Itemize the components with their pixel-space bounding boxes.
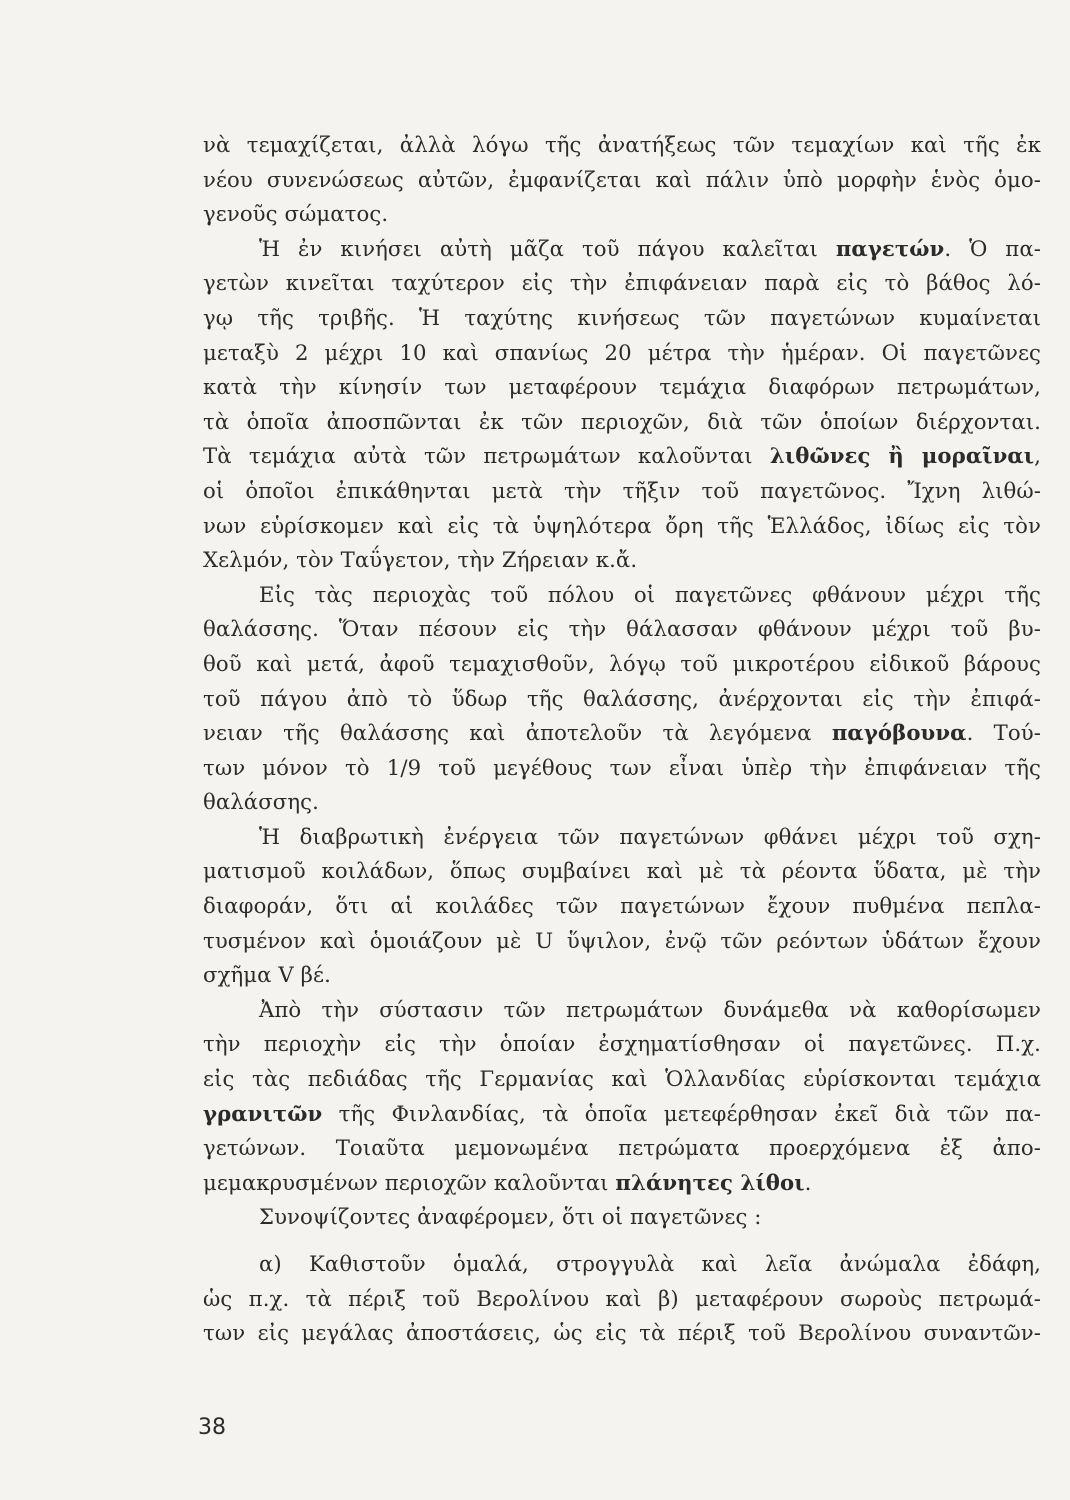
text-segment: των εἰς μεγάλας ἀποστάσεις, ὡς εἰς τὰ πέριξ τοῦ Βερολίνου συναντῶν-: [203, 1320, 1041, 1346]
text-segment: νων εὑρίσκομεν καὶ εἰς τὰ ὑψηλότερα ὄρη τῆς Ἑλλάδος, ἰδίως εἰς τὸν: [203, 512, 1041, 538]
text-segment: α) Καθιστοῦν ὁμαλά, στρογγυλὰ καὶ λεῖα ἀνώμαλα ἐδάφη,: [259, 1251, 1041, 1276]
text-line: [203, 301, 1041, 336]
text-line: [203, 1097, 1041, 1132]
text-segment: θαλάσσης.: [203, 789, 319, 815]
text-line: [203, 1282, 1041, 1317]
text-line: [203, 820, 1041, 855]
bold-term: παγετών: [835, 235, 945, 261]
text-line: [203, 1200, 1041, 1235]
text-segment: γενοῦς σώματος.: [203, 201, 389, 227]
text-segment: τὴν περιοχὴν εἰς τὴν ὁποίαν ἐσχηματίσθησαν οἱ παγετῶνες. Π.χ.: [203, 1031, 1041, 1057]
text-line: [203, 336, 1041, 371]
text-segment: τὰ ὁποῖα ἀποσπῶνται ἐκ τῶν περιοχῶν, διὰ τῶν ὁποίων διέρχονται.: [203, 408, 1041, 434]
text-segment: ματισμοῦ κοιλάδων, ὅπως συμβαίνει καὶ μὲ τὰ ρέοντα ὕδατα, μὲ τὴν: [203, 858, 1041, 884]
text-line: [203, 889, 1041, 924]
text-segment: ὡς π.χ. τὰ πέριξ τοῦ Βερολίνου καὶ β) μεταφέρουν σωροὺς πετρωμά-: [203, 1285, 1041, 1311]
text-segment: κατὰ τὴν κίνησίν των μεταφέρουν τεμάχια διαφόρων πετρωμάτων,: [203, 374, 1041, 400]
text-segment: Χελμόν, τὸν Ταΰγετον, τὴν Ζήρειαν κ.ἄ.: [203, 547, 638, 573]
text-segment: γῳ τῆς τριβῆς. Ἡ ταχύτης κινήσεως τῶν παγετώνων κυμαίνεται: [203, 304, 1041, 330]
text-segment: Ἀπὸ τὴν σύστασιν τῶν πετρωμάτων δυνάμεθα νὰ καθορίσωμεν: [259, 996, 1041, 1022]
text-line: [203, 1166, 1041, 1201]
bold-term: λιθῶνες ἢ μοραῖναι: [769, 443, 1035, 469]
text-segment: γετὼν κινεῖται ταχύτερον εἰς τὴν ἐπιφάνειαν παρὰ εἰς τὸ βάθος λό-: [203, 270, 1041, 296]
text-line: [203, 1247, 1041, 1282]
text-line: [203, 439, 1041, 474]
text-segment: .: [804, 1169, 812, 1195]
text-segment: των μόνον τὸ 1/9 τοῦ μεγέθους των εἶναι ὑπὲρ τὴν ἐπιφάνειαν τῆς: [203, 754, 1041, 780]
text-line: [203, 232, 1041, 267]
text-line: [203, 854, 1041, 889]
text-segment: θαλάσσης. Ὅταν πέσουν εἰς τὴν θάλασσαν φθάνουν μέχρι τοῦ βυ-: [203, 616, 1041, 642]
text-line: [203, 509, 1041, 544]
text-segment: Τὰ τεμάχια αὐτὰ τῶν πετρωμάτων καλοῦνται: [203, 443, 770, 469]
text-segment: μεταξὺ 2 μέχρι 10 καὶ σπανίως 20 μέτρα τὴν ἡμέραν. Οἱ παγετῶνες: [203, 339, 1041, 365]
text-segment: . Ὁ πα-: [944, 235, 1041, 261]
text-line: [203, 197, 1041, 232]
text-segment: νὰ τεμαχίζεται, ἀλλὰ λόγω τῆς ἀνατήξεως τῶν τεμαχίων καὶ τῆς ἐκ: [203, 132, 1041, 157]
text-line: [203, 405, 1041, 440]
page-body: [203, 128, 1041, 1351]
text-segment: θοῦ καὶ μετά, ἀφοῦ τεμαχισθοῦν, λόγῳ τοῦ μικροτέρου εἰδικοῦ βάρους: [203, 650, 1041, 676]
text-line: [203, 1027, 1041, 1062]
bold-term: παγόβουνα: [831, 720, 967, 746]
text-segment: τοῦ πάγου ἀπὸ τὸ ὕδωρ τῆς θαλάσσης, ἀνέρχονται εἰς τὴν ἐπιφά-: [203, 685, 1041, 711]
text-line: [203, 1316, 1041, 1351]
paragraph-gap: [203, 1235, 1041, 1247]
text-segment: Ἡ ἐν κινήσει αὐτὴ μᾶζα τοῦ πάγου καλεῖται: [259, 235, 836, 261]
text-segment: εἰς τὰς πεδιάδας τῆς Γερμανίας καὶ Ὁλλανδίας εὑρίσκονται τεμάχια: [203, 1066, 1041, 1092]
text-line: [203, 612, 1041, 647]
text-line: [203, 1062, 1041, 1097]
text-segment: οἱ ὁποῖοι ἐπικάθηνται μετὰ τὴν τῆξιν τοῦ παγετῶνος. Ἴχνη λιθώ-: [203, 477, 1041, 503]
text-line: [203, 682, 1041, 717]
text-segment: Εἰς τὰς περιοχὰς τοῦ πόλου οἱ παγετῶνες φθάνουν μέχρι τῆς: [259, 581, 1041, 607]
text-line: [203, 716, 1041, 751]
bold-term: πλάνητες λίθοι: [615, 1169, 805, 1195]
text-line: [203, 266, 1041, 301]
text-line: [203, 993, 1041, 1028]
text-line: [203, 924, 1041, 959]
text-line: [203, 1131, 1041, 1166]
text-segment: . Τού-: [966, 720, 1041, 746]
text-segment: γετώνων. Τοιαῦτα μεμονωμένα πετρώματα προερχόμενα ἐξ ἀπο-: [203, 1135, 1041, 1161]
text-segment: σχῆμα V βέ.: [203, 962, 331, 988]
text-line: [203, 474, 1041, 509]
text-line: [203, 647, 1041, 682]
text-line: [203, 785, 1041, 820]
text-segment: Ἡ διαβρωτικὴ ἐνέργεια τῶν παγετώνων φθάνει μέχρι τοῦ σχη-: [259, 823, 1041, 849]
text-segment: Συνοψίζοντες ἀναφέρομεν, ὅτι οἱ παγετῶνες :: [259, 1204, 762, 1230]
text-line: [203, 578, 1041, 613]
text-line: [203, 543, 1041, 578]
text-line: [203, 163, 1041, 198]
page-number: 38: [198, 1415, 226, 1440]
text-line: [203, 958, 1041, 993]
bold-term: γρανιτῶν: [203, 1100, 323, 1126]
text-line: [203, 751, 1041, 786]
text-segment: τυσμένον καὶ ὁμοιάζουν μὲ U ὕψιλον, ἐνῷ τῶν ρεόντων ὑδάτων ἔχουν: [203, 927, 1041, 953]
text-segment: ,: [1034, 443, 1041, 469]
text-segment: διαφοράν, ὅτι αἱ κοιλάδες τῶν παγετώνων ἔχουν πυθμένα πεπλα-: [203, 893, 1041, 919]
text-line: [203, 128, 1041, 163]
text-segment: νέου συνενώσεως αὐτῶν, ἐμφανίζεται καὶ πάλιν ὑπὸ μορφὴν ἑνὸς ὁμο-: [203, 166, 1041, 192]
text-line: [203, 370, 1041, 405]
text-segment: μεμακρυσμένων περιοχῶν καλοῦνται: [203, 1169, 616, 1195]
text-segment: τῆς Φινλανδίας, τὰ ὁποῖα μετεφέρθησαν ἐκεῖ διὰ τῶν πα-: [322, 1100, 1041, 1126]
text-segment: νειαν τῆς θαλάσσης καὶ ἀποτελοῦν τὰ λεγόμενα: [203, 720, 832, 746]
